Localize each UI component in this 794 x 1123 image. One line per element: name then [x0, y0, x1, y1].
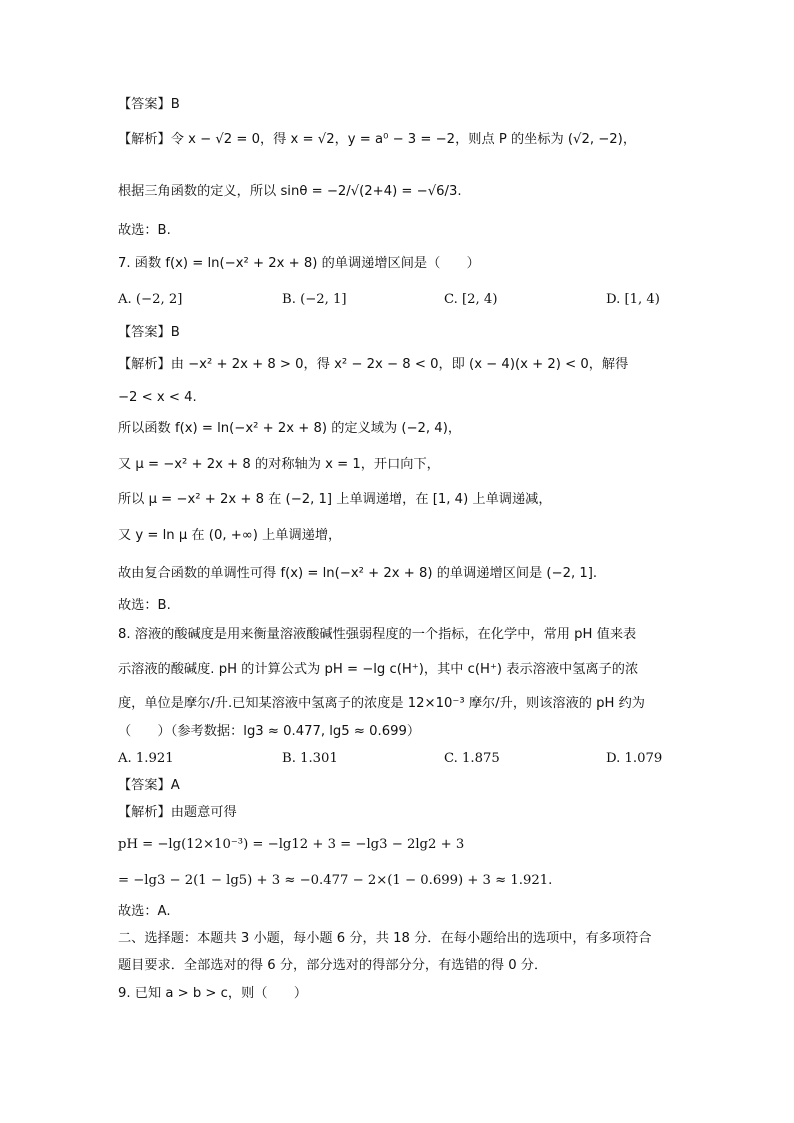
q7-option-d: D. [1, 4) — [606, 292, 660, 307]
question-8-line1: 8. 溶液的酸碱度是用来衡量溶液酸碱性强弱程度的一个指标，在化学中，常用 pH 值来表 — [118, 627, 637, 642]
section-2-heading-line1: 二、选择题：本题共 3 小题，每小题 6 分，共 18 分．在每小题给出的选项中，有多项符合 — [118, 931, 652, 946]
analysis-q7-line1: 【解析】由 −x² + 2x + 8 > 0，得 x² − 2x − 8 < 0，即 (x − 4)(x + 2) < 0，解得 — [118, 357, 629, 372]
analysis-q7-line2: −2 < x < 4. — [118, 390, 197, 405]
question-8-line2: 示溶液的酸碱度. pH 的计算公式为 pH = −lg c(H⁺)，其中 c(H⁺) 表示溶液中氢离子的浓 — [118, 662, 639, 677]
conclusion-q7: 故选：B. — [118, 598, 171, 613]
answer-label-q7: 【答案】B — [118, 325, 180, 340]
analysis-q7-line3: 所以函数 f(x) = ln(−x² + 2x + 8) 的定义域为 (−2, 4)， — [118, 421, 462, 436]
analysis-q8-line2: pH = −lg(12×10⁻³) = −lg12 + 3 = −lg3 − 2lg2 + 3 — [118, 837, 465, 852]
q8-option-c: C. 1.875 — [444, 751, 500, 766]
q7-option-c: C. [2, 4) — [444, 292, 498, 307]
question-9: 9. 已知 a > b > c，则（ ） — [118, 986, 308, 1001]
question-8-line4: （ ）（参考数据：lg3 ≈ 0.477, lg5 ≈ 0.699） — [118, 724, 421, 739]
q8-option-d: D. 1.079 — [606, 751, 663, 766]
analysis-q8-line3: = −lg3 − 2(1 − lg5) + 3 ≈ −0.477 − 2×(1 − 0.699) + 3 ≈ 1.921. — [118, 873, 553, 888]
section-2-heading-line2: 题目要求．全部选对的得 6 分，部分选对的得部分分，有选错的得 0 分． — [118, 958, 548, 973]
q8-option-a: A. 1.921 — [118, 751, 174, 766]
q8-option-b: B. 1.301 — [282, 751, 338, 766]
answer-label-q8: 【答案】A — [118, 778, 180, 793]
analysis-q7-line7: 故由复合函数的单调性可得 f(x) = ln(−x² + 2x + 8) 的单调递增区间是 (−2, 1]. — [118, 566, 598, 581]
analysis-q7-line5: 所以 μ = −x² + 2x + 8 在 (−2, 1] 上单调递增，在 [1, 4) 上单调递减， — [118, 492, 552, 507]
q7-option-b: B. (−2, 1] — [282, 292, 347, 307]
answer-label-q6: 【答案】B — [118, 97, 180, 112]
conclusion-q8: 故选：A. — [118, 904, 171, 919]
q7-option-a: A. (−2, 2] — [118, 292, 183, 307]
analysis-q6-line1: 【解析】令 x − √2 = 0，得 x = √2，y = a⁰ − 3 = −2，则点 P 的坐标为 (√2, −2)， — [118, 132, 637, 147]
conclusion-q6: 故选：B. — [118, 223, 171, 238]
analysis-q8-line1: 【解析】由题意可得 — [118, 805, 237, 820]
analysis-q7-line6: 又 y = ln μ 在 (0, +∞) 上单调递增， — [118, 528, 342, 543]
analysis-q6-line2: 根据三角函数的定义，所以 sinθ = −2/√(2+4) = −√6/3. — [118, 184, 462, 199]
question-7: 7. 函数 f(x) = ln(−x² + 2x + 8) 的单调递增区间是（ ） — [118, 256, 480, 271]
question-8-line3: 度，单位是摩尔/升.已知某溶液中氢离子的浓度是 12×10⁻³ 摩尔/升，则该溶液的 pH 约为 — [118, 696, 645, 711]
analysis-q7-line4: 又 μ = −x² + 2x + 8 的对称轴为 x = 1，开口向下， — [118, 457, 440, 472]
